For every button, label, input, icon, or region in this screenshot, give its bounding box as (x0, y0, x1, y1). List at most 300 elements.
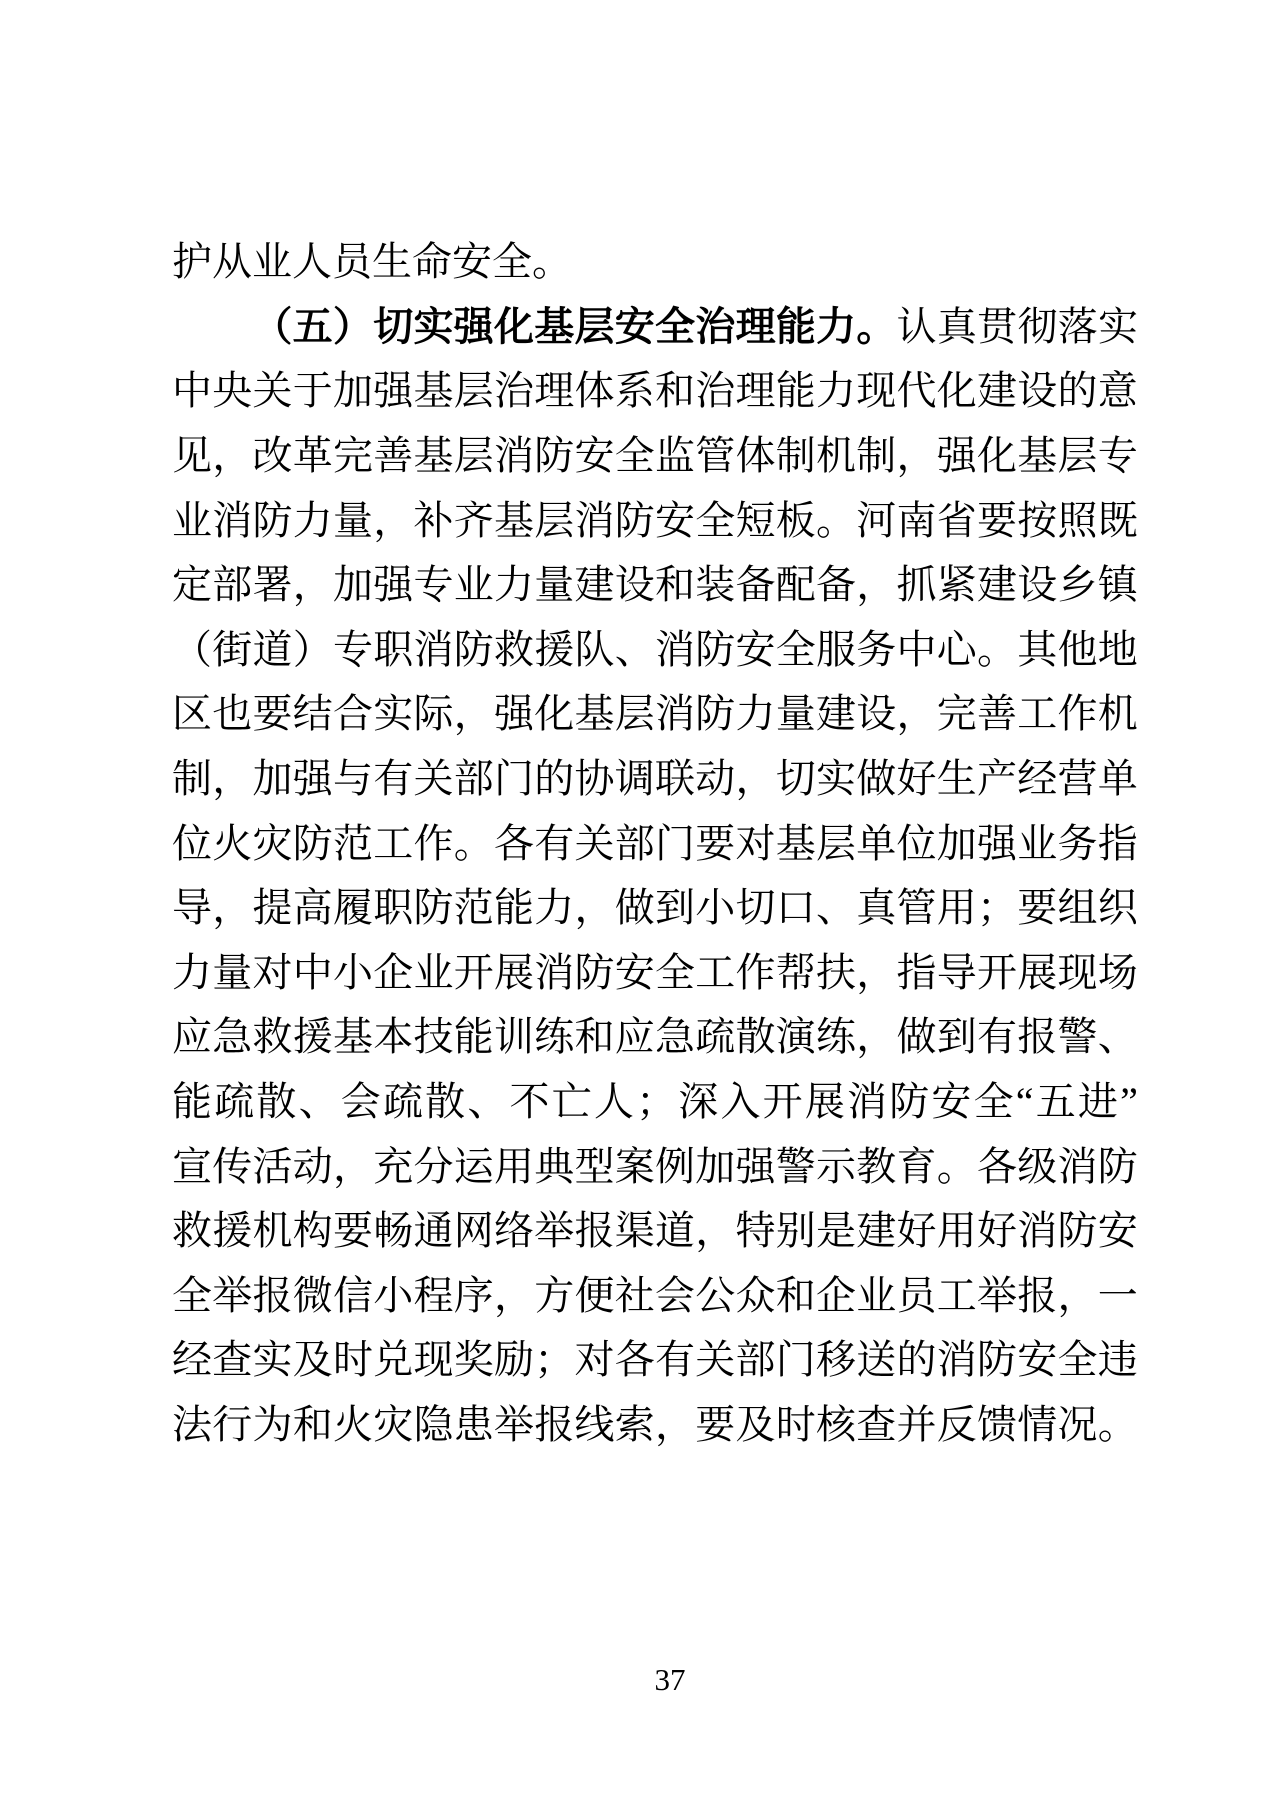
body-char: ” (1120, 1079, 1138, 1125)
body-char: 范 (453, 885, 494, 931)
body-char: 合 (333, 691, 373, 737)
body-char: 络 (494, 1208, 534, 1254)
body-char: 防 (889, 1079, 930, 1125)
body-char: 做 (896, 1014, 937, 1060)
body-char: 全 (775, 626, 816, 672)
body-char: 关 (574, 820, 615, 866)
body-char: 理 (534, 368, 575, 414)
body-char: 基 (494, 497, 534, 543)
body-char: 加 (333, 368, 373, 414)
body-char: 应 (614, 1014, 655, 1060)
body-char: 演 (775, 1014, 816, 1060)
body-char: 安 (655, 497, 695, 543)
body-char: 法 (172, 1401, 212, 1447)
body-char: 扶 (816, 949, 856, 995)
body-char: 建 (856, 1208, 897, 1254)
body-char: 小 (373, 1272, 414, 1318)
body-char: 消 (534, 949, 575, 995)
body-char: 经 (172, 1337, 212, 1383)
body-char: 结 (292, 691, 333, 737)
body-char: 要 (695, 1401, 736, 1447)
body-char: 与 (333, 756, 373, 802)
body-char: 人 (593, 1079, 634, 1125)
body-char: ， (292, 562, 333, 608)
body-char: 履 (333, 885, 373, 931)
body-char: 灾 (252, 820, 293, 866)
body-char: 命 (412, 239, 452, 285)
body-char: 及 (735, 1401, 776, 1447)
body-char: 实 (1097, 303, 1138, 349)
body-char: 传 (212, 1143, 253, 1189)
body-char: 应 (172, 1014, 212, 1060)
body-char: 兑 (373, 1337, 414, 1383)
body-char: 全 (172, 1272, 212, 1318)
body-char: 和 (292, 1401, 333, 1447)
body-char: 方 (534, 1272, 575, 1318)
body-char: 切 (735, 885, 776, 931)
body-char: 型 (574, 1143, 615, 1189)
body-char: 防 (1057, 1208, 1098, 1254)
body-char: 展 (804, 1079, 845, 1125)
body-char: 业 (1017, 820, 1058, 866)
body-char: 消 (494, 433, 534, 479)
body-char: 防 (977, 1337, 1017, 1383)
body-char: 街 (212, 626, 253, 672)
body-char: 安 (931, 1079, 972, 1125)
body-char: 运 (453, 1143, 494, 1189)
body-char: 全 (655, 949, 695, 995)
body-char: 例 (655, 1143, 695, 1189)
body-char: 进 (1077, 1079, 1118, 1125)
body-char: 短 (735, 497, 776, 543)
body-char: 设 (1017, 368, 1058, 414)
body-char: 强 (373, 368, 414, 414)
body-char: 基 (333, 1014, 373, 1060)
body-char: 励 (494, 1337, 534, 1383)
body-char: 系 (614, 368, 655, 414)
body-char: ， (896, 433, 937, 479)
body-char: 治 (494, 368, 534, 414)
body-char: 位 (172, 820, 212, 866)
body-char: 的 (534, 756, 575, 802)
body-char: 其 (1017, 626, 1058, 672)
body-char: 程 (413, 1272, 454, 1318)
body-char: 充 (373, 1143, 414, 1189)
text-line (172, 1264, 1138, 1329)
body-char: 化 (977, 433, 1017, 479)
body-char: 全 (614, 433, 655, 479)
body-char: 灾 (373, 1401, 414, 1447)
body-char: 工 (373, 820, 414, 866)
body-char: 范 (333, 820, 373, 866)
body-char: 镇 (1097, 562, 1138, 608)
body-char: 全 (695, 497, 736, 543)
body-char: 消 (655, 626, 695, 672)
body-char: 员 (896, 1272, 937, 1318)
body-char: 各 (494, 820, 534, 866)
body-char: 善 (977, 691, 1017, 737)
body-char: 报 (534, 1401, 575, 1447)
body-char: 好 (977, 1208, 1017, 1254)
body-char: 加 (252, 756, 293, 802)
body-char: 能 (453, 1014, 494, 1060)
body-char: ， (856, 949, 897, 995)
heading-char: ） (332, 303, 373, 349)
body-char: ， (212, 433, 253, 479)
body-char: 消 (1017, 1208, 1058, 1254)
body-char: 治 (695, 368, 736, 414)
text-line (172, 1005, 1138, 1070)
body-char: 生 (936, 756, 977, 802)
body-char: 区 (172, 691, 212, 737)
body-char: 安 (574, 433, 615, 479)
body-char: 关 (695, 1337, 736, 1383)
body-char: ， (655, 1401, 695, 1447)
body-char: 违 (1097, 1337, 1138, 1383)
body-char: 安 (452, 239, 492, 285)
body-char: 场 (1097, 949, 1138, 995)
heading-char: 理 (735, 303, 776, 349)
body-char: 门 (775, 1337, 816, 1383)
body-char: 帮 (775, 949, 816, 995)
body-char: 渠 (614, 1208, 655, 1254)
body-char: 加 (333, 562, 373, 608)
body-char: 训 (494, 1014, 534, 1060)
body-char: 建 (977, 368, 1017, 414)
body-char: 救 (494, 626, 534, 672)
body-char: 补 (413, 497, 454, 543)
body-char: 革 (292, 433, 333, 479)
body-char: 用 (936, 885, 977, 931)
body-char: 好 (896, 1208, 937, 1254)
body-char: 织 (1097, 885, 1138, 931)
body-char: 强 (936, 433, 977, 479)
body-char: 情 (1017, 1401, 1058, 1447)
body-char: 单 (856, 820, 897, 866)
body-char: 网 (453, 1208, 494, 1254)
body-char: 作 (1057, 691, 1098, 737)
body-char: 化 (936, 368, 977, 414)
body-char: 和 (655, 368, 695, 414)
body-char: 小 (695, 885, 736, 931)
body-char: 也 (212, 691, 253, 737)
body-char: 动 (292, 1143, 333, 1189)
body-char: 报 (1017, 1014, 1058, 1060)
body-char: 制 (775, 433, 816, 479)
body-char: 设 (614, 562, 655, 608)
body-char: 畅 (373, 1208, 414, 1254)
text-line (172, 618, 1138, 683)
body-char: 举 (534, 1208, 575, 1254)
body-char: 社 (614, 1272, 655, 1318)
body-char: 馈 (977, 1401, 1017, 1447)
body-char: 产 (977, 756, 1017, 802)
body-char: 构 (292, 1208, 333, 1254)
body-char: ， (856, 1014, 897, 1060)
body-char: 做 (856, 756, 897, 802)
body-char: 业 (856, 1272, 897, 1318)
body-char: 报 (252, 1272, 293, 1318)
body-char: 能 (775, 368, 816, 414)
body-char: 高 (292, 885, 333, 931)
body-char: 、 (614, 626, 655, 672)
body-char: 有 (655, 1337, 695, 1383)
body-char: 紧 (936, 562, 977, 608)
body-char: 位 (896, 820, 937, 866)
body-char: 警 (775, 1143, 816, 1189)
body-char: 动 (695, 756, 736, 802)
body-char: 全 (1057, 1337, 1098, 1383)
body-char: ， (333, 1143, 373, 1189)
text-line (172, 747, 1138, 812)
body-char: 监 (655, 433, 695, 479)
body-char: 理 (735, 368, 776, 414)
body-char: 要 (695, 820, 736, 866)
body-char: 援 (212, 1208, 253, 1254)
body-char: 中 (172, 368, 212, 414)
body-char: 防 (413, 885, 454, 931)
body-char: 全 (973, 1079, 1014, 1125)
body-char: 防 (695, 691, 736, 737)
body-char: 。 (936, 1143, 977, 1189)
body-char: 为 (252, 1401, 293, 1447)
body-char: 。 (453, 820, 494, 866)
body-char: 板 (775, 497, 816, 543)
body-char: 强 (494, 691, 534, 737)
body-char: 会 (655, 1272, 695, 1318)
body-char: 况 (1057, 1401, 1098, 1447)
body-char: 和 (574, 1014, 615, 1060)
text-line (172, 876, 1138, 941)
text-line (172, 941, 1138, 1006)
body-char: 生 (372, 239, 412, 285)
body-char: 安 (614, 949, 655, 995)
heading-char: （ (252, 303, 293, 349)
body-char: 层 (453, 433, 494, 479)
heading-char: 化 (493, 303, 534, 349)
body-char: 经 (1017, 756, 1058, 802)
body-char: ， (574, 885, 615, 931)
body-char: 制 (856, 433, 897, 479)
body-char: 疏 (214, 1079, 255, 1125)
body-char: 指 (896, 949, 937, 995)
body-char: 的 (1057, 368, 1098, 414)
body-char: 核 (816, 1401, 856, 1447)
text-line (172, 1134, 1138, 1199)
body-char: ； (636, 1079, 677, 1125)
body-char: 力 (292, 497, 333, 543)
body-char: 疏 (382, 1079, 423, 1125)
body-char: 举 (494, 1401, 534, 1447)
body-char: ， (453, 691, 494, 737)
body-char: 不 (509, 1079, 550, 1125)
body-char: 于 (292, 368, 333, 414)
body-char: 级 (1017, 1143, 1058, 1189)
body-char: 育 (896, 1143, 937, 1189)
body-char: 及 (292, 1337, 333, 1383)
body-char: 河 (856, 497, 897, 543)
body-char: 移 (816, 1337, 856, 1383)
body-char: 时 (775, 1401, 816, 1447)
body-char: 关 (413, 756, 454, 802)
body-char: 既 (1097, 497, 1138, 543)
body-char: 火 (212, 820, 253, 866)
body-char: ； (534, 1337, 575, 1383)
body-char: 安 (735, 626, 776, 672)
body-char: 工 (936, 1272, 977, 1318)
body-char: 企 (373, 949, 414, 995)
body-char: 人 (292, 239, 332, 285)
body-char: 专 (1097, 433, 1138, 479)
body-char: 协 (574, 756, 615, 802)
body-char: 单 (1097, 756, 1138, 802)
body-char: 导 (172, 885, 212, 931)
body-char: 企 (816, 1272, 856, 1318)
text-line (172, 1328, 1138, 1393)
body-char: 乡 (1057, 562, 1098, 608)
body-char: 从 (212, 239, 252, 285)
body-char: 力 (494, 562, 534, 608)
body-char: 完 (333, 433, 373, 479)
text-line (172, 1070, 1138, 1135)
body-char: 层 (614, 691, 655, 737)
body-char: 到 (936, 1014, 977, 1060)
body-char: ， (735, 756, 776, 802)
body-char: 有 (373, 756, 414, 802)
body-char: 对 (252, 949, 293, 995)
body-char: 量 (775, 691, 816, 737)
heading-char: 能 (775, 303, 816, 349)
body-char: 完 (936, 691, 977, 737)
body-char: 、 (467, 1079, 508, 1125)
body-char: 火 (333, 1401, 373, 1447)
body-char: 。 (1097, 1401, 1138, 1447)
body-char: 设 (856, 691, 897, 737)
body-char: 。 (977, 626, 1017, 672)
heading-char: 治 (695, 303, 736, 349)
body-char: 安 (1017, 1337, 1058, 1383)
body-char: 层 (816, 820, 856, 866)
body-char: 作 (735, 949, 776, 995)
body-char: 救 (252, 1014, 293, 1060)
body-char: 量 (534, 562, 575, 608)
body-char: 配 (775, 562, 816, 608)
body-char: 急 (655, 1014, 695, 1060)
body-char: 防 (614, 497, 655, 543)
text-block (172, 230, 1138, 1457)
body-char: 导 (936, 949, 977, 995)
body-char: 地 (1097, 626, 1138, 672)
body-char: 护 (172, 239, 212, 285)
body-char: 疏 (695, 1014, 736, 1060)
body-char: 基 (413, 368, 454, 414)
body-char: 务 (1057, 820, 1098, 866)
body-char: 齐 (453, 497, 494, 543)
text-line (172, 295, 1138, 360)
body-char: 营 (1057, 756, 1098, 802)
body-char: 警 (1057, 1014, 1098, 1060)
body-char: 管 (695, 433, 736, 479)
body-char: 员 (332, 239, 372, 285)
body-char: 援 (534, 626, 575, 672)
body-char: 全 (492, 239, 532, 285)
body-char: 强 (735, 1143, 776, 1189)
body-char: 基 (1017, 433, 1058, 479)
body-char: 急 (212, 1014, 253, 1060)
body-char: 专 (413, 562, 454, 608)
body-char: 口 (775, 885, 816, 931)
body-char: 。 (816, 497, 856, 543)
body-char: 展 (1017, 949, 1058, 995)
body-char: 强 (977, 820, 1017, 866)
body-char: 门 (655, 820, 695, 866)
body-char: 安 (1097, 1208, 1138, 1254)
body-char: 小 (333, 949, 373, 995)
body-char: 展 (494, 949, 534, 995)
body-char: ， (212, 885, 253, 931)
body-char: ， (494, 1272, 534, 1318)
body-char: 服 (816, 626, 856, 672)
text-line (172, 811, 1138, 876)
body-char: ， (212, 756, 253, 802)
body-char: 实 (373, 691, 414, 737)
body-char: 调 (614, 756, 655, 802)
body-char: 开 (977, 949, 1017, 995)
body-char: 提 (252, 885, 293, 931)
body-char: 职 (373, 626, 414, 672)
body-char: 制 (172, 756, 212, 802)
body-char: 署 (252, 562, 293, 608)
heading-char: 切 (373, 303, 414, 349)
body-char: 业 (413, 949, 454, 995)
body-char: 抓 (896, 562, 937, 608)
body-char: 对 (574, 1337, 615, 1383)
body-char: 实 (252, 1337, 293, 1383)
body-char: 化 (534, 691, 575, 737)
body-char: 微 (292, 1272, 333, 1318)
body-char: 示 (816, 1143, 856, 1189)
body-char: 序 (453, 1272, 494, 1318)
text-line (172, 488, 1138, 553)
body-char: 索 (614, 1401, 655, 1447)
body-char: 工 (1017, 691, 1058, 737)
body-char: 建 (977, 562, 1017, 608)
body-char: （ (172, 626, 212, 672)
body-char: 开 (453, 949, 494, 995)
heading-char: 强 (453, 303, 494, 349)
body-char: 散 (735, 1014, 776, 1060)
body-char: 强 (292, 756, 333, 802)
body-char: 公 (695, 1272, 736, 1318)
body-char: 、 (298, 1079, 339, 1125)
body-char: 案 (614, 1143, 655, 1189)
body-char: 要 (333, 1208, 373, 1254)
body-char: 特 (735, 1208, 776, 1254)
body-char: 救 (172, 1208, 212, 1254)
body-char: 各 (977, 1143, 1017, 1189)
heading-char: 。 (856, 303, 897, 349)
body-char: 援 (292, 1014, 333, 1060)
heading-char: 力 (816, 303, 857, 349)
body-char: 见 (172, 433, 212, 479)
body-char: 机 (1097, 691, 1138, 737)
body-char: 消 (413, 626, 454, 672)
body-char: 务 (856, 626, 897, 672)
body-char: 信 (333, 1272, 373, 1318)
body-char: 消 (212, 497, 253, 543)
body-char: 入 (720, 1079, 761, 1125)
body-char: 典 (534, 1143, 575, 1189)
